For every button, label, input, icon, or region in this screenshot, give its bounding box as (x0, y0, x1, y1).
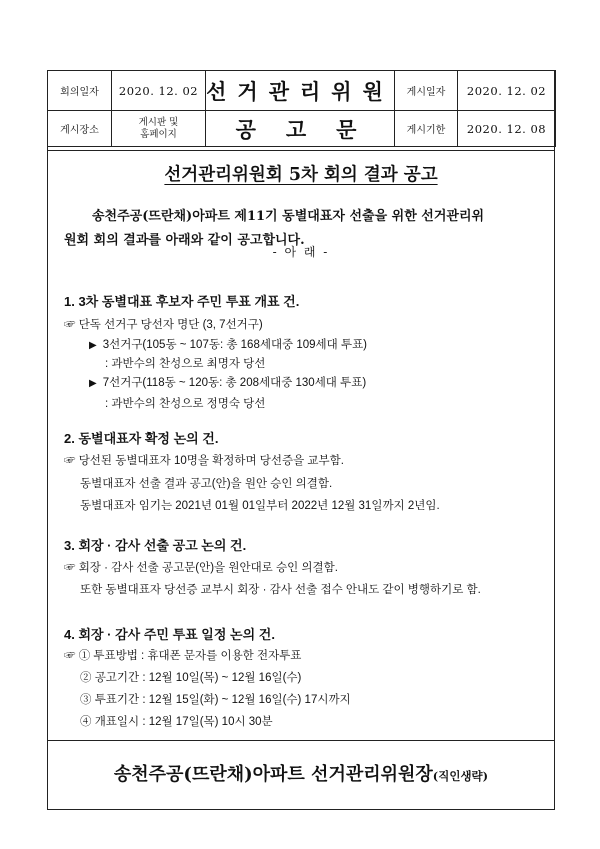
section-4-line: ② 공고기간 : 12월 10일(목) ~ 12월 16일(수) (80, 672, 302, 684)
section-4-heading: 4. 회장 · 감사 주민 투표 일정 논의 건. (64, 627, 275, 642)
section-1-line-text: 7선거구(118동 ~ 120동: 총 208세대중 130세대 투표) (102, 377, 367, 389)
section-3-line: 또한 동별대표자 당선증 교부시 회장 · 감사 선출 접수 안내도 같이 병행하기로 함. (80, 584, 481, 596)
section-4-line: ③ 투표기간 : 12월 15일(화) ~ 12월 16일(수) 17시까지 (80, 694, 351, 706)
footer-signature (47, 760, 555, 786)
section-2-line: 동별대표자 선출 결과 공고(안)을 원안 승인 의결함. (80, 478, 333, 490)
triangle-bullet-icon: ▶ (89, 378, 97, 389)
section-4-line: ④ 개표일시 : 12월 17일(목) 10시 30분 (80, 716, 273, 728)
post-place-label: 게시장소 (48, 111, 112, 147)
document-title-text: 선거관리위원회 5차 회의 결과 공고 (164, 165, 438, 185)
meeting-date-label: 회의일자 (48, 71, 112, 111)
section-3-line: ☞ 회장 · 감사 선출 공고문(안)을 원안대로 승인 의결함. (64, 562, 338, 574)
post-deadline-label: 게시기한 (395, 111, 458, 147)
post-date-label: 게시일자 (395, 71, 458, 111)
post-place-line2: 홈페이지 (140, 128, 177, 140)
section-2-heading: 2. 동별대표자 확정 논의 건. (64, 431, 219, 446)
triangle-bullet-icon: ▶ (89, 340, 97, 351)
intro-line-2: 원회 회의 결과를 아래와 같이 공고합니다. (64, 233, 305, 248)
document-title (47, 161, 555, 186)
section-2-line: 동별대표자 임기는 2021년 01월 01일부터 2022년 12월 31일까지 2년임. (80, 500, 440, 512)
below-marker: - 아 래 - (272, 245, 330, 259)
section-1-line: : 과반수의 찬성으로 최명자 당선 (105, 358, 266, 370)
section-1-line (89, 374, 366, 390)
footer-divider (47, 740, 555, 741)
notice-title-line1: 선거관리위원 (206, 71, 395, 111)
section-1-line: ☞ 단독 선거구 당선자 명단 (3, 7선거구) (64, 319, 263, 331)
header-table (47, 70, 555, 146)
section-1-heading: 1. 3차 동별대표 후보자 주민 투표 개표 건. (64, 294, 300, 309)
section-1-line-text: 3선거구(105동 ~ 107동: 총 168세대중 109세대 투표) (102, 339, 368, 351)
section-3-heading: 3. 회장 · 감사 선출 공고 논의 건. (64, 538, 247, 553)
seal-note: (직인생략) (432, 769, 489, 783)
header-divider (47, 150, 555, 151)
section-1-line (89, 336, 367, 352)
signature-text: 송천주공(뜨란채)아파트 선거관리위원장 (113, 764, 433, 785)
notice-title-line2: 공고문 (206, 111, 395, 147)
post-place (112, 111, 206, 147)
intro-line-1: 송천주공(뜨란채)아파트 제11기 동별대표자 선출을 위한 선거관리위 (92, 209, 485, 224)
post-deadline: 2020. 12. 08 (458, 111, 556, 147)
post-place-line1: 게시판 및 (138, 116, 179, 128)
section-4-line: ☞ ① 투표방법 : 휴대폰 문자를 이용한 전자투표 (64, 650, 302, 662)
section-2-line: ☞ 당선된 동별대표자 10명을 확정하며 당선증을 교부함. (64, 455, 344, 467)
meeting-date: 2020. 12. 02 (112, 71, 206, 111)
section-1-line: : 과반수의 찬성으로 정명숙 당선 (105, 398, 266, 410)
post-date: 2020. 12. 02 (458, 71, 556, 111)
